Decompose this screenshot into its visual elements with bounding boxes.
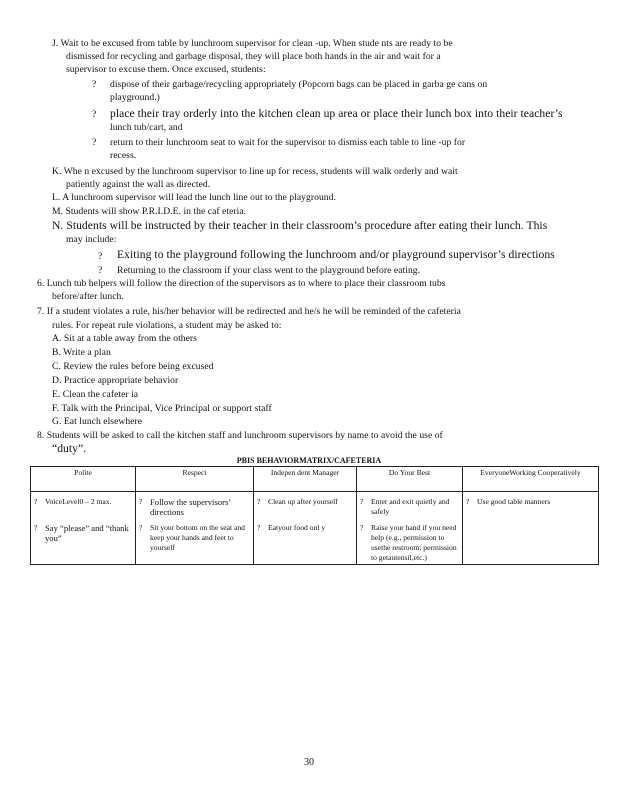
cell-text: Say “please” and “thank you”	[45, 523, 129, 543]
item-j-bullet1-line1: dispose of their garbage/recycling appropriately (Popcorn bags can be placed in garba ge cans on	[110, 79, 488, 90]
cell-text: Follow the supervisors’ directions	[150, 497, 231, 517]
item-n-line1: N. Students will be instructed by their teacher in their classroom’s procedure after eating their lunch. This	[52, 219, 548, 232]
item-8-line1: 8. Students will be asked to call the kitchen staff and lunchroom supervisors by name to avoid the use of	[37, 430, 443, 441]
bullet-marker: ?	[257, 497, 261, 506]
consequence-e: E. Clean the cafeter ia	[52, 389, 139, 400]
item-6-line1: 6. Lunch tub helpers will follow the direction of the supervisors as to where to place their classroom tubs	[37, 278, 446, 289]
matrix-cell	[357, 518, 463, 565]
cell-text: VoiceLevel0 – 2 max.	[45, 497, 112, 506]
consequence-g: G. Eat lunch elsewhere	[52, 416, 143, 427]
matrix-row	[31, 518, 599, 565]
item-7-line2: rules. For repeat rule violations, a student may be asked to:	[52, 320, 282, 331]
header-everyone-working-cooperatively: EveryoneWorking Cooperatively	[463, 467, 599, 492]
cell-text: Eatyour food onl y	[268, 523, 326, 532]
header-polite: Polite	[31, 467, 136, 492]
item-j-line1: J. Wait to be excused from table by lunchroom supervisor for clean -up. When stude nts are ready to be	[52, 38, 453, 49]
matrix-cell	[136, 518, 254, 565]
bullet-marker: ?	[466, 497, 470, 506]
behavior-matrix-table	[30, 466, 599, 565]
bullet-marker: ?	[92, 79, 97, 90]
bullet-marker: ?	[98, 265, 103, 276]
bullet-marker: ?	[139, 497, 143, 506]
header-respect: Respect	[136, 467, 254, 492]
item-j-bullet2-line1: place their tray orderly into the kitchen clean up area or place their lunch box into their teacher’s	[110, 107, 563, 120]
item-j-line2: dismissed for recycling and garbage disposal, they will place both hands in the air and wait for a	[66, 51, 441, 62]
matrix-cell	[357, 492, 463, 519]
bullet-marker: ?	[139, 523, 143, 532]
matrix-row	[31, 492, 599, 519]
cell-text: Sit your bottom on the seat and keep your hands and feet to yourself	[150, 523, 245, 552]
item-k-line2: patiently against the wall as directed.	[66, 179, 211, 190]
item-k-line1: K. Whe n excused by the lunchroom supervisor to line up for recess, students will walk orderly and wait	[52, 166, 458, 177]
item-j-bullet3-line2: recess.	[110, 150, 137, 161]
item-6-line2: before/after lunch.	[52, 291, 124, 302]
item-n-bullet2: Returning to the classroom if your class went to the playground before eating.	[117, 265, 421, 276]
bullet-marker: ?	[92, 109, 97, 120]
item-7-line1: 7. If a student violates a rule, his/her behavior will be redirected and he/s he will be reminded of the cafeteria	[37, 306, 461, 317]
matrix-cell	[463, 492, 599, 519]
matrix-cell	[136, 492, 254, 519]
page-number: 30	[304, 757, 314, 768]
bullet-marker: ?	[360, 523, 364, 532]
matrix-cell	[31, 518, 136, 565]
item-l: L. A lunchroom supervisor will lead the lunch line out to the playground.	[52, 192, 336, 203]
consequence-b: B. Write a plan	[52, 347, 111, 358]
matrix-title: PBIS BEHAVIORMATRIX/CAFETERIA	[236, 456, 382, 465]
item-j-bullet3-line1: return to their lunchroom seat to wait for the supervisor to dismiss each table to line -up for	[110, 137, 466, 148]
bullet-marker: ?	[360, 497, 364, 506]
bullet-marker: ?	[34, 497, 38, 506]
matrix-cell	[31, 492, 136, 519]
header-do-your-best: Do Your Best	[357, 467, 463, 492]
bullet-marker: ?	[92, 137, 97, 148]
cell-text: Use good table manners	[477, 497, 551, 506]
cell-text: Clean up after yourself	[268, 497, 338, 506]
item-j-bullet1-line2: playground.)	[110, 92, 160, 103]
matrix-cell	[254, 518, 357, 565]
item-m: M. Students will show P.R.I.D.E. in the caf eteria.	[52, 206, 247, 217]
item-j-line3: supervisor to excuse them. Once excused, students:	[66, 64, 266, 75]
item-n-line2: may include:	[66, 234, 117, 245]
matrix-header-row	[31, 467, 599, 492]
matrix-cell	[254, 492, 357, 519]
bullet-marker: ?	[98, 251, 103, 262]
bullet-marker: ?	[257, 523, 261, 532]
header-independent-manager: Indepen dent Manager	[254, 467, 357, 492]
item-8-line2: “duty”.	[52, 442, 87, 455]
consequence-d: D. Practice appropriate behavior	[52, 375, 179, 386]
cell-text: Enter and exit quietly and safely	[371, 497, 450, 516]
consequence-c: C. Review the rules before being excused	[52, 361, 214, 372]
item-j-bullet2-line2: lunch tub/cart, and	[110, 122, 183, 133]
consequence-f: F. Talk with the Principal, Vice Principal or support staff	[52, 403, 272, 414]
bullet-marker: ?	[34, 523, 38, 532]
matrix-cell	[463, 518, 599, 565]
cell-text: Raise your hand if you need help (e.g., permission to usethe restroom; permission to getautensil,etc.)	[371, 523, 457, 562]
consequence-a: A. Sit at a table away from the others	[52, 333, 197, 344]
item-n-bullet1: Exiting to the playground following the lunchroom and/or playground supervisor’s directions	[117, 248, 555, 261]
